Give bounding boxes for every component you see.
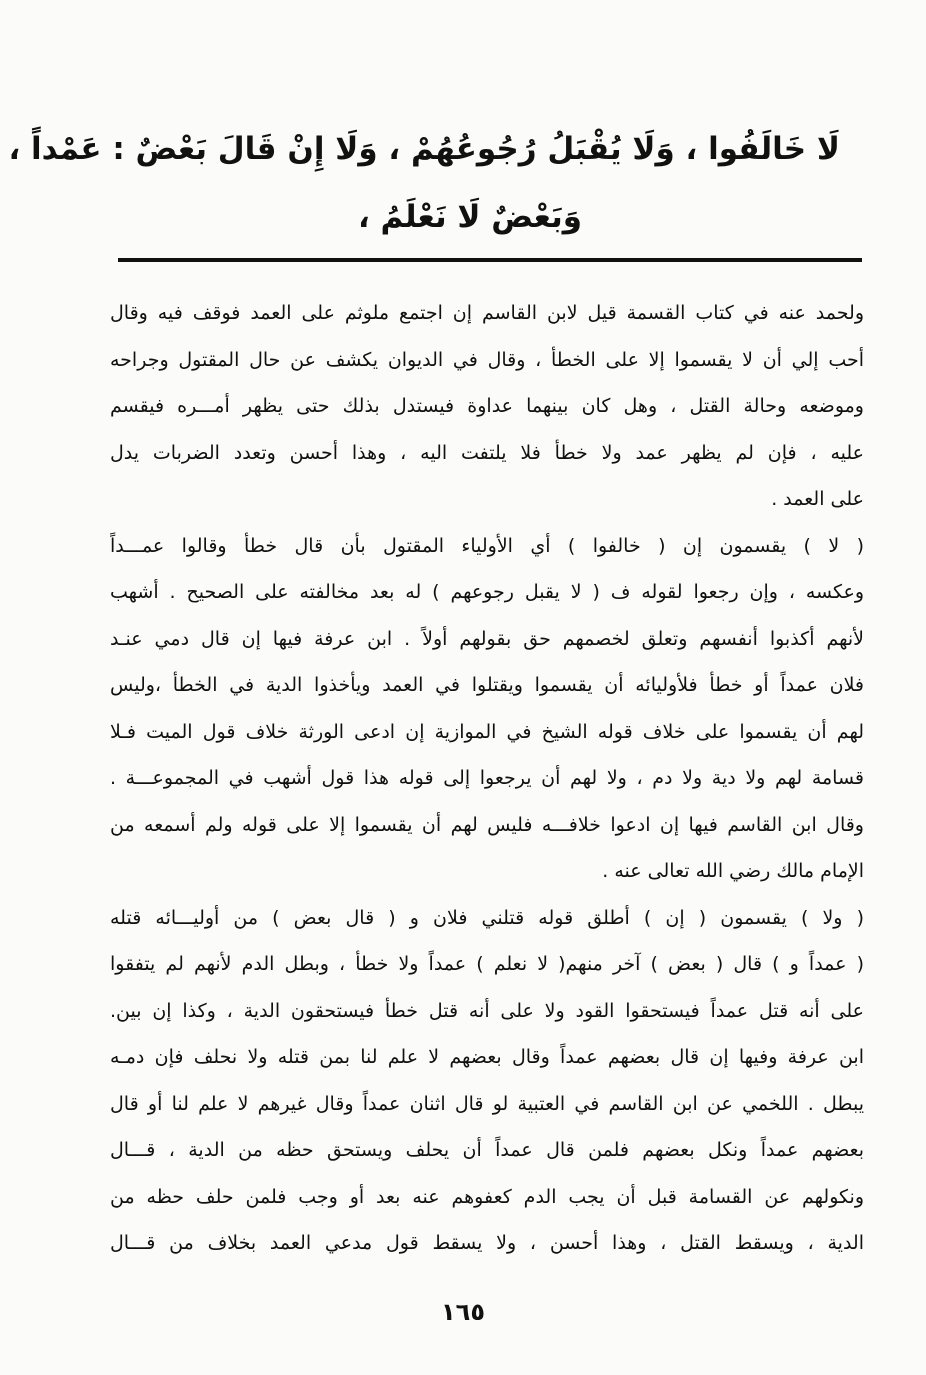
verse-heading <box>8 115 840 251</box>
heading-divider <box>118 258 862 262</box>
text-line: على أنه قتل عمداً فيستحقوا القود ولا على أنه قتل خطأ فيستحقون الدية ، وكذا إن بين. <box>110 999 864 1022</box>
page-number: ١٦٥ <box>441 1298 485 1326</box>
paragraph-1 <box>110 290 864 523</box>
heading-line-2: وَبَعْضٌ لَا نَعْلَمُ ، <box>357 199 583 235</box>
text-line: وموضعه وحالة القتل ، وهل كان بينهما عداوة فيستدل بذلك حتى يظهر أمـــره فيقسم <box>110 395 864 417</box>
text-line: بعضهم عمداً ونكل بعضهم فلمن قال عمداً أن يحلف ويستحق حظه من الدية ، قـــال <box>110 1139 864 1161</box>
text-line: ونكولهم عن القسامة قبل أن يجب الدم كعفوهم عنه بعد أو وجب فلمن حلف حظه من <box>110 1185 864 1208</box>
text-line: فلان عمداً أو خطأ فلأوليائه أن يقسموا ويقتلوا في العمد ويأخذوا الدية في الخطأ ،وليس <box>110 674 864 696</box>
paragraph-3 <box>110 895 864 1267</box>
text-line: لأنهم أكذبوا أنفسهم وتعلق لخصمهم حق بقولهم أولاً . ابن عرفة فيها إن قال دمي عنـد <box>110 627 864 650</box>
text-line: وقال ابن القاسم فيها إن ادعوا خلافـــه فليس لهم أن يقسموا إلا على قوله ولم أسمعه من <box>110 813 864 836</box>
text-line: ( عمداً و ) قال ( بعض ) آخر منهم( لا نعلم ) عمداً ولا خطأ ، وبطل الدم لأنهم لم يتفقوا <box>110 953 864 975</box>
text-line: يبطل . اللخمي عن ابن القاسم في العتبية لو قال اثنان عمداً وقال غيرهم لا علم لنا أو قال <box>110 1092 864 1115</box>
commentary-body <box>110 290 864 1267</box>
text-line: على العمد . <box>771 488 864 510</box>
text-line: وعكسه ، وإن رجعوا لقوله ف ( لا يقبل رجوعهم ) له بعد مخالفته على الصحيح . أشهب <box>110 581 864 603</box>
text-line: ( ولا ) يقسمون ( إن ) أطلق قوله قتلني فلان و ( قال بعض ) من أوليـــائه قتله <box>110 906 864 929</box>
text-line: أحب إلي أن لا يقسموا إلا على الخطأ ، وقال في الديوان يكشف عن حال المقتول وجراحه <box>110 348 864 371</box>
text-line: ( لا ) يقسمون إن ( خالفوا ) أي الأولياء المقتول بأن قال خطأ وقالوا عمـــداً <box>110 534 864 557</box>
text-line: الإمام مالك رضي الله تعالى عنه . <box>602 860 864 882</box>
paragraph-2 <box>110 523 864 895</box>
text-line: قسامة لهم ولا دية ولا دم ، ولا لهم أن يرجعوا إلى قوله هذا قول أشهب في المجموعـــة . <box>110 767 864 789</box>
text-line: الدية ، ويسقط القتل ، وهذا أحسن ، ولا يسقط قول مدعي العمد بخلاف من قـــال <box>110 1232 864 1254</box>
text-line: ولحمد عنه في كتاب القسمة قيل لابن القاسم إن اجتمع ملوثم على العمد فوقف فيه وقال <box>110 302 864 324</box>
heading-line-1: لَا خَالَفُوا ، وَلَا يُقْبَلُ رُجُوعُهُمْ ، وَلَا إِنْ قَالَ بَعْضٌ : عَمْداً ، <box>8 131 840 167</box>
text-line: عليه ، فإن لم يظهر عمد ولا خطأ فلا يلتفت اليه ، وهذا أحسن وتعدد الضربات يدل <box>110 441 864 464</box>
text-line: ابن عرفة وفيها إن قال بعضهم عمداً وقال بعضهم لا علم لنا بمن قتله ولا نحلف فإن دمـه <box>110 1046 864 1068</box>
text-line: لهم أن يقسموا على خلاف قوله الشيخ في الموازية إن ادعى الورثة خلاف قول الميت فـلا <box>110 720 864 743</box>
